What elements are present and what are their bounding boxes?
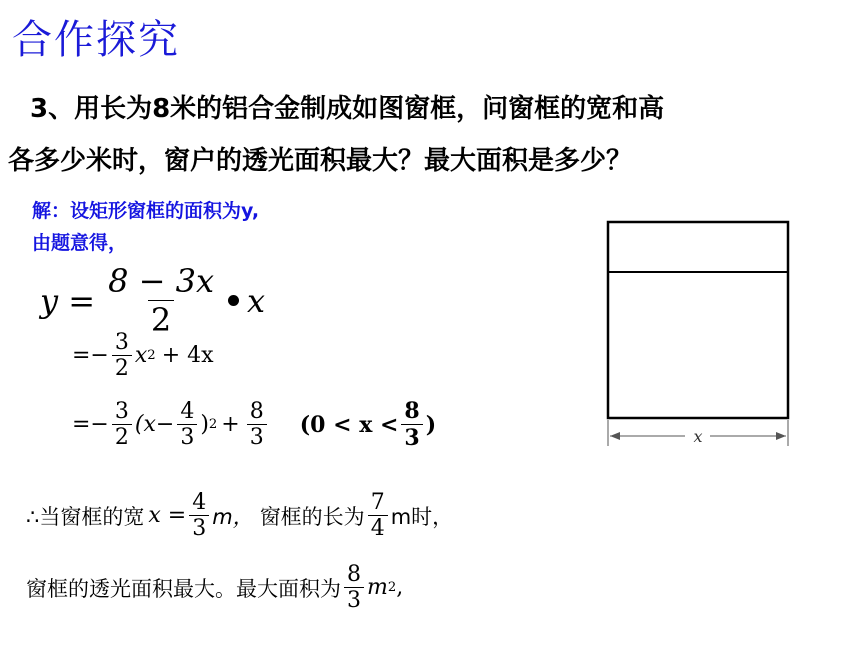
conclusion2-text: 窗框的透光面积最大。最大面积为 [26,576,341,601]
solution-intro-2: 由题意得， [32,232,128,254]
equation-1 [40,262,265,339]
conclusion1-var: x = [148,503,187,528]
conclusion2-end: , [396,575,404,600]
eq3-numerator-1: 3 [114,399,129,424]
eq3-fraction-1 [112,399,132,450]
conclusion1-unit: m， [212,504,254,529]
conclusion1-unit-2: m时， [390,504,454,529]
eq2-exponent: 2 [147,348,156,363]
eq3-close: ) [200,412,209,437]
eq3-denominator-1: 2 [112,424,132,450]
eq1-numerator: 8 − 3x [108,262,214,300]
dimension-arrow-left-icon [610,432,620,440]
conclusion1-therefore: ∴当窗框的宽 [26,504,145,529]
conclusion1-fraction-2 [368,490,388,541]
eq2-variable: x [134,343,148,368]
conclusion2-numerator: 8 [347,562,361,587]
eq1-denominator: 2 [148,300,174,339]
conclusion2-unit: m [367,575,388,600]
eq3-exponent: 2 [208,417,218,432]
solution-intro-1: 解：设矩形窗框的面积为y, [32,200,260,222]
conclusion1-fraction-1 [189,490,209,541]
conclusion2-denominator: 3 [344,587,364,613]
eq2-numerator: 3 [114,330,129,355]
equation-3 [72,398,436,451]
dimension-arrow-right-icon [776,432,786,440]
eq3-domain-close: ) [425,411,437,438]
conclusion1-numerator-2: 7 [370,490,385,515]
conclusion-2 [26,562,403,613]
conclusion2-fraction [344,562,364,613]
equation-2 [72,330,214,381]
eq3-mid: (x− [134,412,175,437]
eq3-domain-fraction [401,398,422,451]
conclusion2-exponent: 2 [387,580,397,595]
eq3-denominator-3: 3 [247,424,267,450]
problem-line-1: 3、用长为8米的铝合金制成如图窗框，问窗框的宽和高 [30,94,665,124]
window-frame-outer [608,222,788,418]
conclusion1-denominator-2: 4 [368,515,388,541]
eq3-numerator-3: 8 [249,399,264,424]
eq3-domain-numerator: 8 [404,398,420,424]
eq2-prefix: =− [72,343,109,368]
conclusion1-mid: 窗框的长为 [259,504,365,529]
eq3-domain-denominator: 3 [401,424,422,451]
slide-title: 合作探究 [12,17,180,63]
window-frame-figure [600,214,800,454]
conclusion-1 [26,490,453,541]
figure-width-label: x [693,427,703,446]
eq3-fraction-2 [177,399,197,450]
conclusion1-denominator-1: 3 [189,515,209,541]
eq2-denominator: 2 [112,355,132,381]
conclusion1-numerator-1: 4 [192,490,207,515]
multiply-dot-icon [228,295,239,306]
problem-line-2: 各多少米时，窗户的透光面积最大？最大面积是多少？ [8,146,633,176]
eq3-plus: + [221,412,240,437]
eq2-fraction [112,330,132,381]
eq1-fraction [105,262,217,339]
eq3-domain-open: (0 < x < [299,411,399,438]
eq3-fraction-3 [247,399,267,450]
eq3-prefix: =− [72,412,109,437]
eq3-denominator-2: 3 [177,424,197,450]
eq3-numerator-2: 4 [180,399,195,424]
eq1-lhs: y = [40,281,96,320]
eq1-rhs: x [246,281,266,320]
eq2-tail: + 4x [161,343,214,368]
